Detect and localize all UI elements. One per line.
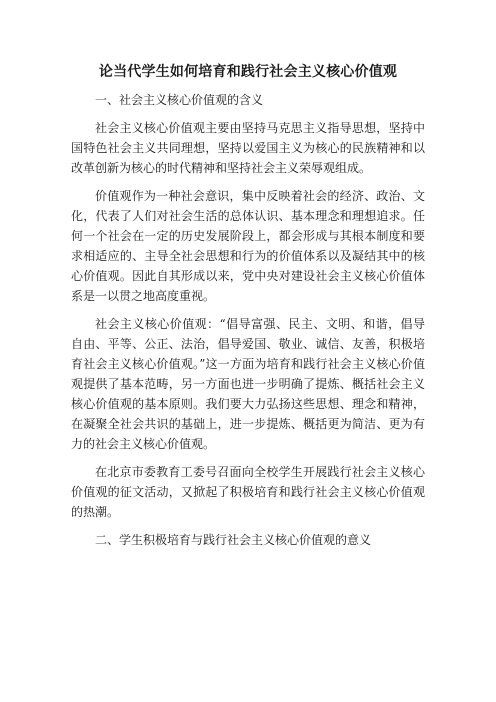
paragraph-1: 社会主义核心价值观主要由坚持马克思主义指导思想，坚持中国特色社会主义共同理想，坚持以爱国主义为核心的民族精神和以改革创新为核心的时代精神和坚持社会主义荣辱观组成。 [71, 121, 425, 175]
paragraph-3: 社会主义核心价值观：“倡导富强、民主、文明、和谐，倡导自由、平等、公正、法治，倡导爱国、敬业、诚信、友善，积极培育社会主义核心价值观。”这一方面为培育和践行社会主义核心价值观提供了基本范畴，另一方面也进一步明确了提炼、概括社会主义核心价值观的基本原则。我们要大力弘扬这些思想、理念和精神，在凝聚全社会共识的基础上，进一步提炼、概括更为简洁、更为有力的社会主义核心价值观。 [71, 317, 425, 451]
section-heading-1: 一、社会主义核心价值观的含义 [95, 93, 264, 107]
paragraph-2: 价值观作为一种社会意识，集中反映着社会的经济、政治、文化，代表了人们对社会生活的总体认识、基本理念和理想追求。任何一个社会在一定的历史发展阶段上，都会形成与其根本制度和要求相适应的、主导全社会思想和行为的价值体系以及凝结其中的核心价值观。因此自其形成以来，党中央对建设社会主义核心价值体系是一以贯之地高度重视。 [71, 189, 425, 303]
document-title: 论当代学生如何培育和践行社会主义核心价值观 [98, 64, 398, 80]
paragraph-4: 在北京市委教育工委号召面向全校学生开展践行社会主义核心价值观的征文活动，又掀起了积极培育和践行社会主义核心价值观的热潮。 [71, 465, 425, 519]
section-heading-2: 二、学生积极培育与践行社会主义核心价值观的意义 [95, 533, 372, 547]
document-body [71, 90, 425, 558]
